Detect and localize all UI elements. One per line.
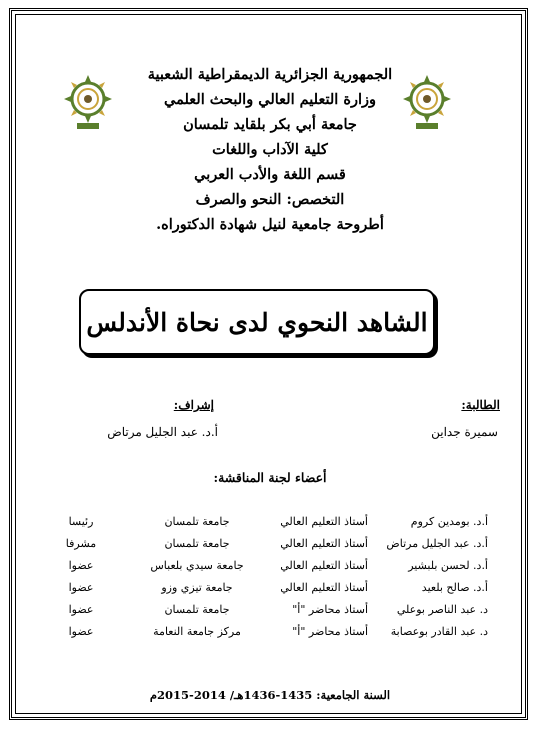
jury-member-role: عضوا xyxy=(68,624,94,638)
header-line: أطروحة جامعية لنيل شهادة الدكتوراه. xyxy=(156,216,384,233)
jury-row xyxy=(40,598,488,620)
header-line: كلية الآداب واللغات xyxy=(212,141,328,158)
jury-member-university: جامعة سيدي بلعباس xyxy=(150,558,244,572)
academic-year: السنة الجامعية: 1435-1436هـ/ 2014-2015م xyxy=(149,688,391,702)
jury-member-university: مركز جامعة النعامة xyxy=(153,624,241,638)
jury-member-university: جامعة تلمسان xyxy=(164,536,230,550)
jury-member-role: رئيسا xyxy=(68,514,94,528)
jury-row xyxy=(40,510,488,532)
jury-member-role: عضوا xyxy=(68,580,94,594)
jury-table xyxy=(40,510,488,642)
jury-member-rank: أستاذ التعليم العالي xyxy=(280,514,368,528)
header-line: وزارة التعليم العالي والبحث العلمي xyxy=(164,91,376,108)
jury-row xyxy=(40,620,488,642)
jury-member-name: أ.د. بومدين كروم xyxy=(410,514,488,528)
jury-member-name: أ.د. عبد الجليل مرتاض xyxy=(386,536,488,550)
jury-member-name: أ.د. لحسن بلبشير xyxy=(408,558,488,572)
jury-member-role: عضوا xyxy=(68,558,94,572)
header-line: التخصص: النحو والصرف xyxy=(195,191,345,208)
jury-member-rank: أستاذ التعليم العالي xyxy=(280,536,368,550)
jury-member-name: د. عبد القادر بوعصابة xyxy=(390,624,488,638)
jury-member-name: د. عبد الناصر بوعلي xyxy=(396,602,488,616)
header-line: قسم اللغة والأدب العربي xyxy=(194,166,346,183)
jury-member-rank: أستاذ التعليم العالي xyxy=(280,580,368,594)
student-name: سميرة جداين xyxy=(431,425,498,439)
jury-row xyxy=(40,532,488,554)
jury-heading: أعضاء لجنة المناقشة: xyxy=(213,470,327,485)
header-line: الجمهورية الجزائرية الديمقراطية الشعبية xyxy=(147,66,393,83)
header-line: جامعة أبي بكر بلقايد تلمسان xyxy=(183,116,357,133)
supervisor-name: أ.د. عبد الجليل مرتاض xyxy=(107,425,218,439)
institution-header xyxy=(0,62,540,237)
jury-member-university: جامعة تلمسان xyxy=(164,514,230,528)
jury-member-role: عضوا xyxy=(68,602,94,616)
jury-member-university: جامعة تيزي وزو xyxy=(161,580,233,594)
student-label: الطالبة: xyxy=(461,398,500,412)
jury-member-rank: أستاذ التعليم العالي xyxy=(280,558,368,572)
jury-member-university: جامعة تلمسان xyxy=(164,602,230,616)
jury-row xyxy=(40,576,488,598)
jury-row xyxy=(40,554,488,576)
jury-member-role: مشرفا xyxy=(65,536,97,550)
jury-member-rank: أستاذ محاضر "أ" xyxy=(292,602,368,616)
thesis-title: الشاهد النحوي لدى نحاة الأندلس xyxy=(86,307,428,337)
jury-member-rank: أستاذ محاضر "أ" xyxy=(292,624,368,638)
jury-member-name: أ.د. صالح بلعيد xyxy=(421,580,488,594)
thesis-title-box xyxy=(79,289,435,355)
supervisor-label: إشراف: xyxy=(173,398,214,412)
